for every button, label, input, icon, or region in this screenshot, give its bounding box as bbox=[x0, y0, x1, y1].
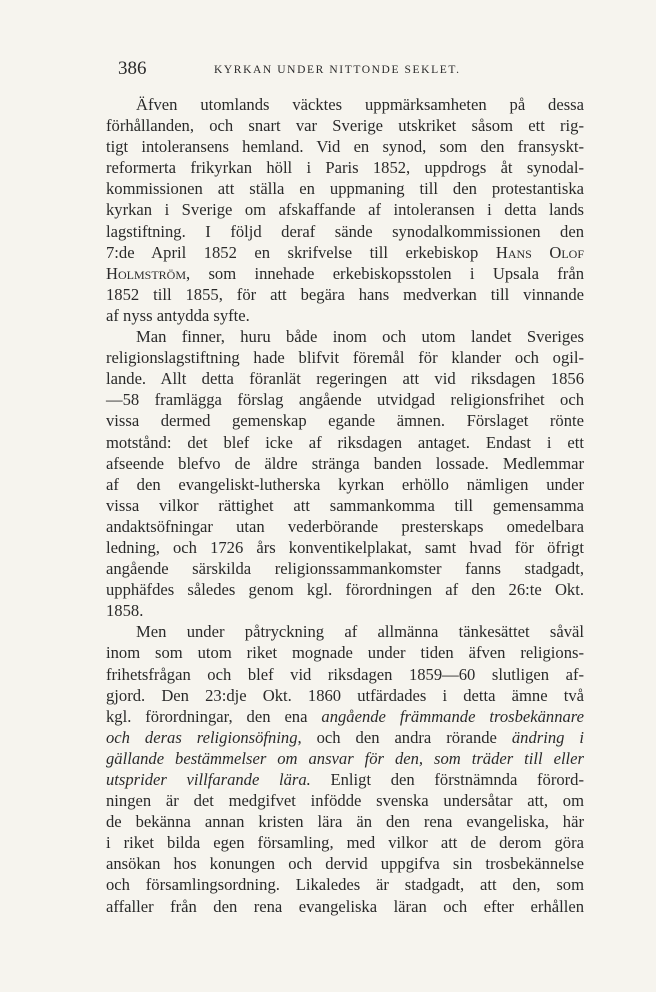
text-segment: motstånd: det blef icke af riksdagen antaget. Endast i ett bbox=[106, 432, 584, 452]
text-line bbox=[106, 832, 584, 853]
text-segment: Men under påtryckning af allmänna tänkesättet såväl bbox=[136, 622, 584, 642]
text-segment: lagstiftning. I följd deraf sände synodalkommissionen den bbox=[106, 221, 584, 241]
text-line bbox=[106, 537, 584, 558]
text-segment: vissa vilkor rättighet att sammankomma till gemensamma bbox=[106, 495, 584, 515]
text-segment: , som innehade erkebiskopsstolen i Upsala från bbox=[186, 263, 584, 283]
text-line bbox=[106, 727, 584, 748]
text-line bbox=[106, 600, 584, 621]
text-line bbox=[106, 178, 584, 199]
text-segment: vissa dermed gemenskap egande ämnen. Förslaget rönte bbox=[106, 411, 584, 431]
text-segment: kgl. förordningar, den ena bbox=[106, 706, 322, 726]
text-segment: gjord. Den 23:dje Okt. 1860 utfärdades i detta ämne två bbox=[106, 685, 584, 705]
text-segment: affaller från den rena evangeliska läran och efter erhållen bbox=[106, 896, 584, 916]
small-caps-text: Hans Olof bbox=[495, 242, 584, 262]
text-line bbox=[106, 495, 584, 516]
text-segment: andaktsöfningar utan vederbörande presterskaps omedelbara bbox=[106, 516, 584, 536]
text-line bbox=[106, 516, 584, 537]
text-line bbox=[106, 558, 584, 579]
text-line bbox=[106, 115, 584, 136]
text-segment: inom som utom riket mognade under tiden äfven religions- bbox=[106, 643, 584, 663]
text-segment: lande. Allt detta föranlät regeringen att vid riksdagen 1856 bbox=[106, 369, 584, 389]
text-line bbox=[106, 685, 584, 706]
text-line bbox=[106, 326, 584, 347]
text-segment: och församlingsordning. Likaledes är stadgadt, att den, som bbox=[106, 875, 584, 895]
text-line bbox=[106, 896, 584, 917]
text-line bbox=[106, 874, 584, 895]
text-segment: angående särskilda religionssammankomster fanns stadgadt, bbox=[106, 559, 584, 579]
text-segment: ningen är det medgifvet infödde svenska undersåtar att, om bbox=[106, 791, 584, 811]
text-segment: af den evangeliskt-lutherska kyrkan erhöllo nämligen under bbox=[106, 474, 584, 494]
text-line bbox=[106, 136, 584, 157]
text-segment: ledning, och 1726 års konventikelplakat, samt hvad för öfrigt bbox=[106, 537, 584, 557]
text-line bbox=[106, 621, 584, 642]
text-segment: upphäfdes således genom kgl. förordningen af den 26:te Okt. bbox=[106, 580, 584, 600]
text-segment: reformerta frikyrkan höll i Paris 1852, uppdrogs åt synodal- bbox=[106, 158, 584, 178]
text-line bbox=[106, 642, 584, 663]
text-line bbox=[106, 284, 584, 305]
text-segment: Enligt den förstnämnda förord- bbox=[310, 770, 584, 789]
text-line bbox=[106, 157, 584, 178]
text-segment: Man finner, huru både inom och utom landet Sveriges bbox=[136, 327, 584, 347]
text-segment: —58 framlägga förslag angående utvidgad religionsfrihet och bbox=[106, 390, 584, 410]
text-line bbox=[106, 706, 584, 727]
text-line bbox=[106, 305, 584, 326]
text-segment: frihetsfrågan och blef vid riksdagen 1859—60 slutligen af- bbox=[106, 664, 584, 684]
page-header bbox=[104, 58, 584, 84]
italic-text: gällande bestämmelser om ansvar för den, som träder till eller bbox=[106, 748, 584, 768]
page-number: 386 bbox=[118, 58, 147, 79]
italic-text: ändring i bbox=[511, 727, 584, 747]
text-segment: Äfven utomlands väcktes uppmärksamheten på dessa bbox=[136, 95, 584, 114]
text-line bbox=[106, 410, 584, 431]
text-line bbox=[106, 474, 584, 495]
small-caps-text: Holmström bbox=[106, 263, 186, 283]
text-line bbox=[106, 94, 584, 115]
text-line bbox=[106, 263, 584, 284]
text-segment: de bekänna annan kristen lära än den rena evangeliska, här bbox=[106, 812, 584, 832]
text-line bbox=[106, 769, 584, 790]
text-line bbox=[106, 199, 584, 220]
text-segment: 1852 till 1855, för att begära hans medverkan till vinnande bbox=[106, 284, 584, 304]
text-line bbox=[106, 853, 584, 874]
text-line bbox=[106, 664, 584, 685]
running-title: KYRKAN UNDER NITTONDE SEKLET. bbox=[214, 64, 461, 76]
text-line bbox=[106, 242, 584, 263]
text-segment: 1858. bbox=[106, 601, 144, 621]
text-segment: afseende blefvo de äldre stränga banden lossade. Medlemmar bbox=[106, 453, 584, 473]
text-segment: kyrkan i Sverige om afskaffande af intoleransen i detta lands bbox=[106, 200, 584, 220]
text-segment: af nyss antydda syfte. bbox=[106, 305, 250, 325]
text-segment: ansökan hos konungen och dervid uppgifva sin trosbekännelse bbox=[106, 854, 584, 874]
text-segment: i riket bilda egen församling, med vilkor att de derom göra bbox=[106, 833, 584, 853]
text-line bbox=[106, 432, 584, 453]
text-line bbox=[106, 811, 584, 832]
text-line bbox=[106, 389, 584, 410]
italic-text: angående främmande trosbekännare bbox=[321, 706, 584, 726]
text-line bbox=[106, 579, 584, 600]
text-line bbox=[106, 790, 584, 811]
text-line bbox=[106, 347, 584, 368]
text-line bbox=[106, 221, 584, 242]
italic-text: och deras religionsöfning bbox=[106, 727, 298, 747]
text-segment: tigt intoleransens hemland. Vid en synod, som den fransyskt- bbox=[106, 137, 584, 157]
body-text bbox=[106, 94, 584, 917]
text-line bbox=[106, 748, 584, 769]
text-segment: , och den andra rörande bbox=[297, 727, 512, 747]
text-segment: 7:de April 1852 en skrifvelse till erkebiskop bbox=[106, 242, 496, 262]
text-segment: förhållanden, och snart var Sverige utskriket såsom ett rig- bbox=[106, 116, 584, 136]
text-segment: kommissionen att ställa en uppmaning till den protestantiska bbox=[106, 179, 584, 199]
text-segment: religionslagstiftning hade blifvit föremål för klander och ogil- bbox=[106, 348, 584, 368]
italic-text: utsprider villfarande lära. bbox=[106, 770, 311, 789]
text-line bbox=[106, 453, 584, 474]
text-line bbox=[106, 368, 584, 389]
